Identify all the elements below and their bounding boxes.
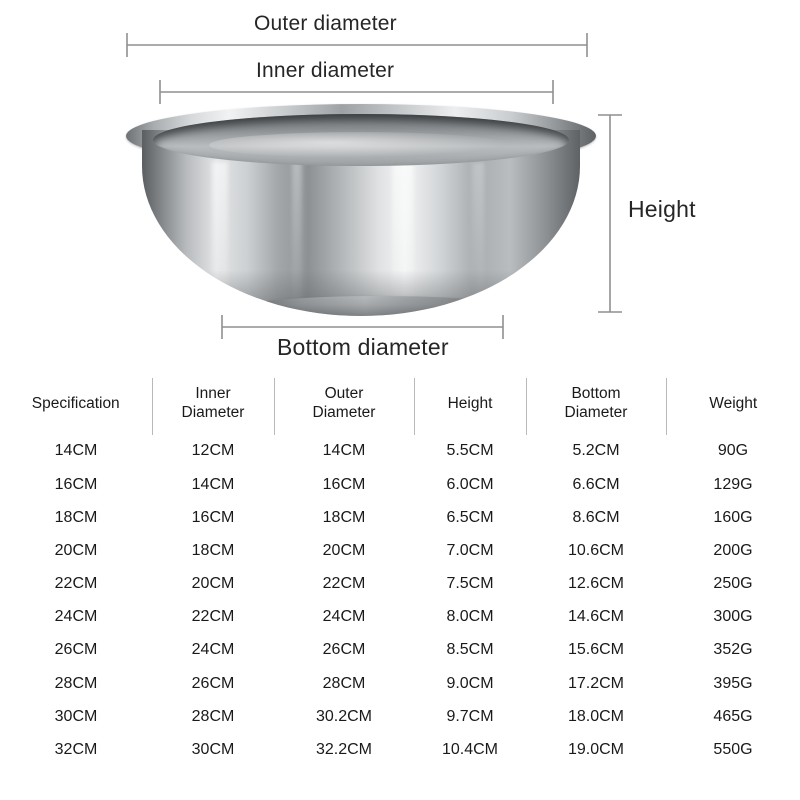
table-cell: 8.0CM bbox=[446, 608, 494, 626]
label-bottom-diameter: Bottom diameter bbox=[277, 334, 449, 360]
table-cell: 300G bbox=[713, 608, 753, 626]
table-cell: 129G bbox=[713, 475, 753, 493]
table-cell: 28CM bbox=[191, 707, 235, 725]
table-row bbox=[0, 435, 800, 468]
table-cell: 16CM bbox=[54, 475, 98, 493]
table-cell: 6.5CM bbox=[446, 508, 494, 526]
table-row bbox=[0, 568, 800, 601]
table-cell: 24CM bbox=[54, 608, 98, 626]
table-cell: 22CM bbox=[322, 575, 366, 593]
specification-table bbox=[0, 378, 800, 767]
table-cell: 24CM bbox=[191, 641, 235, 659]
table-cell: 12CM bbox=[191, 442, 235, 460]
table-cell: 26CM bbox=[54, 641, 98, 659]
table-cell: 30CM bbox=[191, 741, 235, 759]
table-cell: 30CM bbox=[54, 707, 98, 725]
table-cell: 15.6CM bbox=[567, 641, 625, 659]
label-outer-diameter: Outer diameter bbox=[254, 12, 397, 35]
table-cell: 14CM bbox=[191, 475, 235, 493]
bowl-highlight-streak bbox=[212, 162, 228, 312]
table-cell: 18CM bbox=[322, 508, 366, 526]
table-row bbox=[0, 634, 800, 667]
table-cell: 352G bbox=[713, 641, 753, 659]
table-cell: 18CM bbox=[191, 541, 235, 559]
table-cell: 10.4CM bbox=[441, 741, 499, 759]
table-cell: 16CM bbox=[191, 508, 235, 526]
table-cell: 14CM bbox=[322, 442, 366, 460]
table-cell: 90G bbox=[717, 442, 749, 460]
table-cell: 12.6CM bbox=[567, 575, 625, 593]
table-cell: 20CM bbox=[191, 575, 235, 593]
table-row bbox=[0, 468, 800, 501]
table-cell: 16CM bbox=[322, 475, 366, 493]
table-row bbox=[0, 667, 800, 700]
table-cell: 26CM bbox=[191, 674, 235, 692]
table-cell: 8.5CM bbox=[446, 641, 494, 659]
table-cell: 160G bbox=[713, 508, 753, 526]
table-row bbox=[0, 700, 800, 733]
table-header-row bbox=[0, 378, 800, 435]
table-cell: 7.5CM bbox=[446, 575, 494, 593]
table-cell: 28CM bbox=[322, 674, 366, 692]
table-cell: 17.2CM bbox=[567, 674, 625, 692]
table-cell: 14.6CM bbox=[567, 608, 625, 626]
column-header-height: Height bbox=[414, 378, 526, 435]
bowl-interior bbox=[153, 114, 569, 166]
table-row bbox=[0, 601, 800, 634]
table-cell: 6.6CM bbox=[572, 475, 620, 493]
table-row bbox=[0, 534, 800, 567]
table-cell: 24CM bbox=[322, 608, 366, 626]
table-cell: 395G bbox=[713, 674, 753, 692]
bowl-highlight-streak bbox=[392, 162, 414, 312]
column-header-weight: Weight bbox=[709, 394, 758, 412]
table-cell: 6.0CM bbox=[446, 475, 494, 493]
table-cell: 7.0CM bbox=[446, 541, 494, 559]
table-cell: 20CM bbox=[322, 541, 366, 559]
bowl-interior-sheen bbox=[209, 132, 509, 158]
table-cell: 200G bbox=[713, 541, 753, 559]
table-cell: 19.0CM bbox=[567, 741, 625, 759]
table-cell: 5.5CM bbox=[446, 442, 494, 460]
label-inner-diameter: Inner diameter bbox=[256, 59, 395, 82]
table-cell: 9.7CM bbox=[446, 707, 494, 725]
table-row bbox=[0, 733, 800, 766]
table-cell: 30.2CM bbox=[315, 707, 373, 725]
table-cell: 250G bbox=[713, 575, 753, 593]
column-header-inner-diameter: Inner Diameter bbox=[152, 378, 274, 435]
table-cell: 32.2CM bbox=[315, 741, 373, 759]
table-cell: 32CM bbox=[54, 741, 98, 759]
table-row bbox=[0, 501, 800, 534]
bowl-highlight-streak bbox=[472, 162, 484, 312]
table-cell: 28CM bbox=[54, 674, 98, 692]
column-header-outer-diameter: Outer Diameter bbox=[274, 378, 414, 435]
table-cell: 22CM bbox=[191, 608, 235, 626]
table-cell: 10.6CM bbox=[567, 541, 625, 559]
column-header-specification: Specification bbox=[0, 378, 152, 435]
table-cell: 26CM bbox=[322, 641, 366, 659]
table-cell: 465G bbox=[713, 707, 753, 725]
table-cell: 20CM bbox=[54, 541, 98, 559]
column-header-bottom-diameter: Bottom Diameter bbox=[526, 378, 666, 435]
bowl-dimension-diagram bbox=[0, 0, 800, 372]
bowl-highlight-streak bbox=[292, 162, 302, 312]
table-cell: 14CM bbox=[54, 442, 98, 460]
bowl-base bbox=[238, 296, 520, 316]
bowl-illustration bbox=[126, 104, 596, 319]
label-height: Height bbox=[628, 196, 696, 222]
table-cell: 8.6CM bbox=[572, 508, 620, 526]
table-cell: 22CM bbox=[54, 575, 98, 593]
table-cell: 18CM bbox=[54, 508, 98, 526]
table-cell: 550G bbox=[713, 741, 753, 759]
table-cell: 18.0CM bbox=[567, 707, 625, 725]
table-cell: 5.2CM bbox=[572, 442, 620, 460]
table-cell: 9.0CM bbox=[446, 674, 494, 692]
